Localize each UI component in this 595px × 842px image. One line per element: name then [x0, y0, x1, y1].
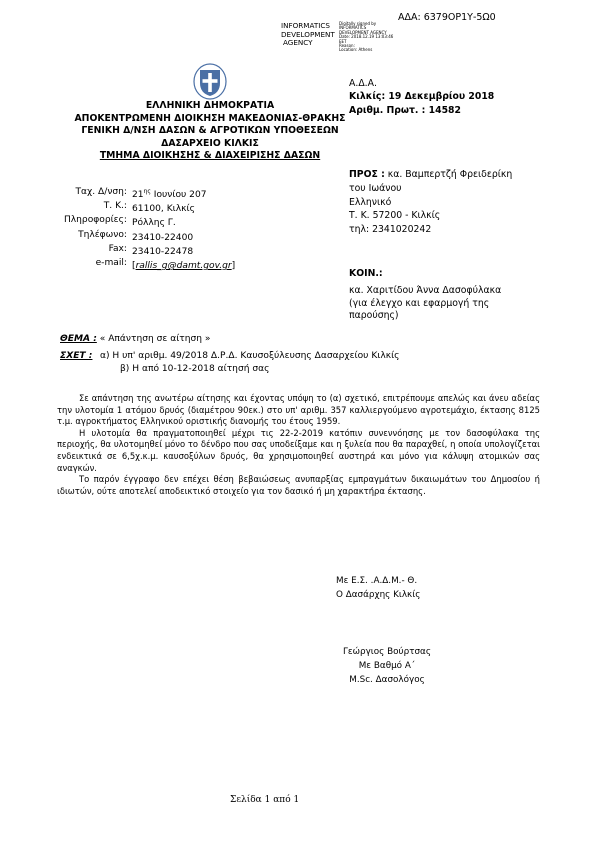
to-line-4: Τ. Κ. 57200 - Κιλκίς [349, 210, 441, 222]
to-line-1: κα. Βαμπερτζή Φρειδερίκη [387, 169, 513, 180]
letter-body [57, 393, 540, 497]
subject-text: « Απάντηση σε αίτηση » [99, 334, 211, 344]
body-paragraph-1: Σε απάντηση της ανωτέρω αίτησης και έχοντας υπόψη το (α) σχετικό, επιτρέπουμε απελώς και άνευ αδείας την υλοτομία 1 ατόμου δρυός (διαμέτρου 90εκ.) στο υπ' αριθμ. 357 καλλιεργούμενο αγροτεμάχιο, έκτασης 8125 τ.μ. αγροκτήματος Ελληνικού οριστικής διανομής του έτους 1959. [57, 393, 540, 427]
cc-label: ΚΟΙΝ.: [349, 268, 383, 279]
signature-line-2: Ο Δασάρχης Κιλκίς [336, 590, 421, 600]
address-label: Ταχ. Δ/νση: [75, 187, 127, 197]
to-label: ΠΡΟΣ : [349, 169, 385, 180]
protocol-number: Αριθμ. Πρωτ. : 14582 [349, 104, 461, 116]
phone-label: Τηλέφωνο: [78, 229, 127, 240]
signatory [336, 645, 438, 687]
ada-top: ΑΔΑ: 6379ΟΡ1Υ-5Ω0 [398, 12, 496, 23]
cc-block [349, 268, 501, 323]
stamp-title: INFORMATICS DEVELOPMENT AGENCY [281, 21, 335, 48]
info-label: Πληροφορίες: [63, 215, 127, 226]
email-value: [rallis_g@damt.gov.gr] [132, 261, 236, 272]
to-line-5: τηλ: 2341020242 [349, 224, 432, 236]
postcode-value: 61100, Κιλκίς [132, 204, 195, 215]
related-label: ΣΧΕΤ : [60, 351, 93, 361]
body-paragraph-3: Το παρόν έγγραφο δεν επέχει θέση βεβαιώσεως ανυπαρξίας εμπραγμάτων δικαιωμάτων του Δημοσίου ή ιδιωτών, ούτε αποτελεί αποδεικτικό στοιχείο για τον δασικό ή μη χαρακτήρα έκτασης. [57, 474, 540, 496]
signatory-name: Γεώργιος Βούρτσας [342, 647, 432, 657]
place-date: Κιλκίς: 19 Δεκεμβρίου 2018 [349, 91, 495, 103]
signature-line-1: Με Ε.Σ. .Α.Δ.Μ.- Θ. [336, 576, 418, 586]
subject-line [60, 334, 211, 344]
cc-line-1: κα. Χαριτίδου Άννα Δασοφύλακα [349, 284, 502, 296]
cc-line-3: παρούσης) [349, 310, 399, 322]
header-line-5: ΤΜΗΜΑ ΔΙΟΙΚΗΣΗΣ & ΔΙΑΧΕΙΡΙΣΗΣ ΔΑΣΩΝ [99, 150, 321, 162]
signature-authority [336, 574, 420, 602]
signatory-rank: Με Βαθμό Α΄ [358, 661, 416, 671]
phone-value: 23410-22400 [132, 232, 194, 243]
document-refs [349, 77, 494, 117]
to-line-2: του Ιωάνου [349, 182, 402, 194]
postcode-label: Τ. Κ.: [103, 201, 127, 212]
related-item-b: β) Η από 10-12-2018 αίτησή σας [120, 364, 270, 374]
body-paragraph-2: Η υλοτομία θα πραγματοποιηθεί μέχρι τις 22-2-2019 κατόπιν συνεννόησης με τον δασοφύλακα της περιοχής, θα υλοτομηθεί μόνο το δένδρο που σας υποδείξαμε και η ξυλεία που θα παραχθεί, η οποία υπολογίζεται ενδεικτικά σε 6,5χ.κ.μ. καυσοξύλων δρυός, θα χρησιμοποιηθεί αυστηρά και μόνο για κάλυψη ατομικών σας αναγκών. [57, 427, 540, 473]
cc-line-2: (για έλεγχο και εφαρμογή της [349, 297, 490, 309]
info-value: Ρόλλης Γ. [132, 218, 176, 229]
header-line-1: ΕΛΛΗΝΙΚΗ ΔΗΜΟΚΡΑΤΙΑ [145, 100, 275, 111]
fax-label: Fax: [108, 243, 127, 254]
email-label: e-mail: [95, 258, 127, 269]
recipient-block [349, 168, 512, 237]
fax-value: 23410-22478 [132, 246, 194, 257]
email-link[interactable]: rallis_g@damt.gov.gr [135, 261, 232, 272]
page-footer: Σελίδα 1 από 1 [230, 795, 300, 805]
to-line-3: Ελληνικό [349, 196, 392, 208]
related-item-a: α) Η υπ' αριθμ. 49/2018 Δ.Ρ.Δ. Καυσοξύλευσης Δασαρχείου Κιλκίς [100, 351, 400, 361]
signatory-degree: Μ.Sc. Δασολόγος [349, 675, 425, 685]
subject-label: ΘΕΜΑ : [60, 334, 97, 344]
header-line-4: ΔΑΣΑΡΧΕΙΟ ΚΙΛΚΙΣ [161, 137, 259, 149]
greek-emblem-icon [193, 63, 227, 100]
ada-label: Α.Δ.Α. [349, 78, 377, 89]
stamp-details: Digitally signed by INFORMATICS DEVELOPMENT AGENCY Date: 2018.12.19 13:03:46 EET Reason: Location: Athens [339, 21, 394, 53]
issuer-header [50, 100, 370, 163]
address-value: $21^{\eta\varsigma}$ Ιουνίου 207 [132, 188, 207, 201]
header-line-3: ΓΕΝΙΚΗ Δ/ΝΣΗ ΔΑΣΩΝ & ΑΓΡΟΤΙΚΩΝ ΥΠΟΘΕΣΕΩΝ [81, 125, 339, 137]
header-line-2: ΑΠΟΚΕΝΤΡΩΜΕΝΗ ΔΙΟΙΚΗΣΗ ΜΑΚΕΔΟΝΙΑΣ-ΘΡΑΚΗΣ [74, 112, 346, 124]
